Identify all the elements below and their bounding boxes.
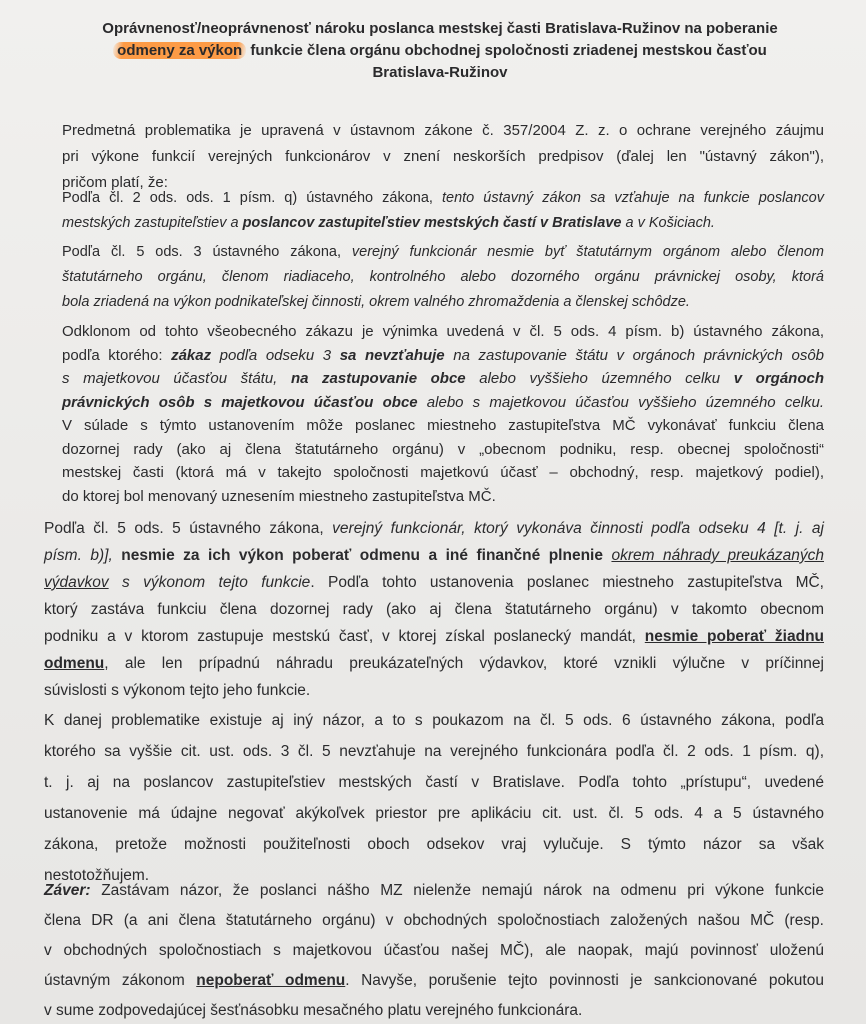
paragraph-other-opinion: K danej problematike existuje aj iný názor, a to s poukazom na čl. 5 ods. 6 ústavného zákona, podľa ktorého sa vyššie cit. ust. ods. 3 čl. 5 nevzťahuje na verejného funkcionára podľa čl. 2 ods. 1 písm. q), t. j. aj na poslancov zastupiteľstiev mestských častí v Bratislave. Podľa tohto „prístupu“, uvedené ustanovenie má údajne negovať akýkoľvek priestor pre aplikáciu cit. ust. čl. 5 ods. 4 a 5 ústavného zákona, pretože možnosti použiteľnosti oboch odsekov vraj vylučuje. S týmto názor sa však nestotožňujem.: [44, 712, 824, 884]
paragraph-article-2: Podľa čl. 2 ods. ods. 1 písm. q) ústavného zákona, tento ústavný zákon sa vzťahuje na funkcie poslancov mestských zastupiteľstiev a poslancov zastupiteľstiev mestských častí v Bratislave a v Košiciach.: [62, 190, 824, 231]
paragraph-article-5-3: Podľa čl. 5 ods. 3 ústavného zákona, verejný funkcionár nesmie byť štatutárnym orgánom alebo členom štatutárneho orgánu, členom riadiaceho, kontrolného alebo dozorného orgánu právnickej osoby, ktorá bola zriadená na výkon podnikateľskej činnosti, okrem valného zhromaždenia a členskej schôdze.: [62, 244, 825, 310]
title-line-2: odmeny za výkon funkcie člena orgánu obchodnej spoločnosti zriadenej mestskou časťou: [40, 40, 840, 62]
paragraph-intro: Predmetná problematika je upravená v ústavnom zákone č. 357/2004 Z. z. o ochrane verejného záujmu pri výkone funkcií verejných funkcionárov v znení neskorších predpisov (ďalej len "ústavný zákon"), pričom platí, že:: [62, 122, 824, 191]
paragraph-article-5-5: Podľa čl. 5 ods. 5 ústavného zákona, verejný funkcionár, ktorý vykonáva činnosti podľa odseku 4 [t. j. aj písm. b)], nesmie za ich výkon poberať odmenu a iné finančné plnenie okrem náhrady preukázaných výdavkov s výkonom tejto funkcie. Podľa tohto ustanovenia poslanec miestneho zastupiteľstva MČ, ktorý zastáva funkciu člena dozornej rady (ako aj člena štatutárneho orgánu) v takomto obecnom podniku a v ktorom zastupuje mestskú časť, v ktorej získal poslanecký mandát, nesmie poberať žiadnu odmenu, ale len prípadnú náhradu preukázateľných výdavkov, ktoré vznikli výlučne v príčinnej súvislosti s výkonom tejto jeho funkcie.: [44, 520, 825, 699]
title-line-3: Bratislava-Ružinov: [372, 64, 508, 81]
title-highlight: odmeny za výkon: [113, 42, 246, 59]
title-line-1: Oprávnenosť/neoprávnenosť nároku poslanca mestskej časti Bratislava-Ružinov na poberanie: [102, 20, 778, 37]
paragraph-conclusion: Záver: Zastávam názor, že poslanci nášho MZ nielenže nemajú nárok na odmenu pri výkone funkcie člena DR (a ani člena štatutárneho orgánu) v obchodných spoločnostiach založených našou MČ (resp. v obchodných spoločnostiach s majetkovou účasťou našej MČ), ale naopak, majú povinnosť uloženú ústavným zákonom nepoberať odmenu. Navyše, porušenie tejto povinnosti je sankcionované pokutou v sume zodpovedajúcej šesťnásobku mesačného platu verejného funkcionára.: [44, 882, 824, 1019]
paragraph-exception: Odklonom od tohto všeobecného zákazu je výnimka uvedená v čl. 5 ods. 4 písm. b) ústavného zákona, podľa ktorého: zákaz podľa odseku 3 sa nevzťahuje na zastupovanie štátu v orgánoch právnických osôb s majetkovou účasťou štátu, na zastupovanie obce alebo vyššieho územného celku v orgánoch právnických osôb s majetkovou účasťou obce alebo s majetkovou účasťou vyššieho územného celku. V súlade s týmto ustanovením môže poslanec miestneho zastupiteľstva MČ vykonávať funkciu člena dozornej rady (ako aj člena štatutárneho orgánu) v „obecnom podniku, resp. obecnej spoločnosti“ mestskej časti (ktorá má v takejto spoločnosti majetkovú účasť – obchodný, resp. majetkový podiel), do ktorej bol menovaný uznesením miestneho zastupiteľstva MČ.: [62, 323, 825, 505]
document-title: [40, 18, 840, 84]
